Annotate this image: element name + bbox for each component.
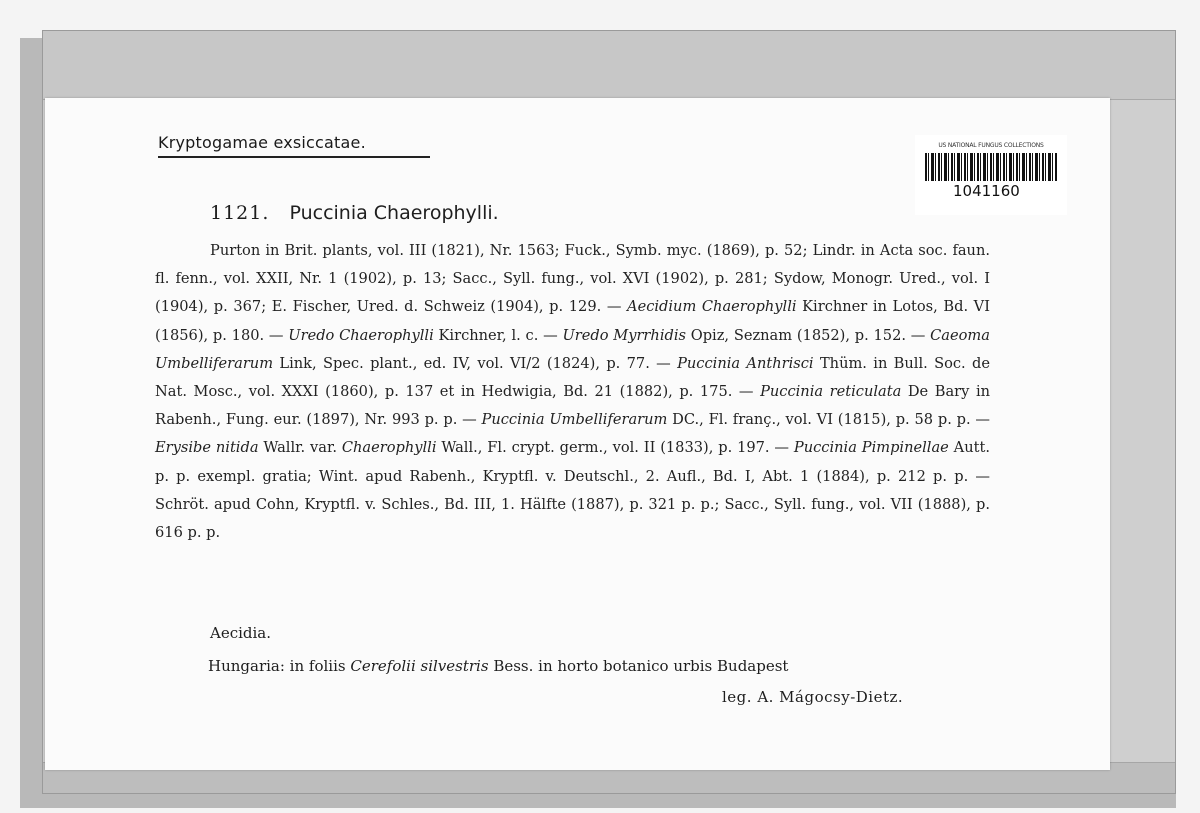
references-paragraph <box>155 237 990 547</box>
reference-text: Wallr. var. <box>258 439 342 457</box>
entry-heading <box>210 202 499 224</box>
barcode-label <box>915 135 1067 215</box>
entry-number: 1121. <box>210 202 270 224</box>
reference-text: Link, Spec. plant., ed. IV, vol. VI/2 (1824), p. 77. — <box>273 354 678 372</box>
reference-taxon: Puccinia Anthrisci <box>677 354 814 372</box>
reference-text: De Bary in Rabenh., Fung. eur. (1897), Nr. 993 p. p. — <box>155 383 991 429</box>
locality-prefix: Hungaria: in foliis <box>208 657 351 675</box>
reference-taxon: Puccinia reticulata <box>760 383 902 401</box>
reference-taxon: Aecidium Chaerophylli <box>627 298 797 316</box>
reference-text: Thüm. in Bull. Soc. de Nat. Mosc., vol. XXXI (1860), p. 137 et in Hedwigia, Bd. 21 (1882), p. 175. — <box>155 354 990 401</box>
reference-taxon: Uredo Myrrhidis <box>562 326 686 344</box>
barcode-bars-icon <box>925 153 1057 181</box>
reference-taxon: Puccinia Umbelliferarum <box>481 411 668 429</box>
host-plant: Cerefolii silvestris <box>350 657 489 675</box>
series-title: Kryptogamae exsiccatae. <box>158 133 430 158</box>
reference-text: DC., Fl. franç., vol. VI (1815), p. 58 p. p. — <box>667 411 990 429</box>
locality-suffix: Bess. in horto botanico urbis Budapest <box>488 657 789 675</box>
barcode-number: 1041160 <box>953 182 1020 200</box>
reference-text: Purton in Brit. plants, vol. III (1821), Nr. 1563; Fuck., Symb. myc. (1869), p. 52; Lindr. in Acta soc. faun. fl. fenn., vol. XXII, Nr. 1 (1902), p. 13; Sacc., Syll. fung., vol. XVI (1902), p. 281; Sydow, Monogr. Ured., vol. I (1904), p. 367; E. Fischer, Ured. d. Schweiz (1904), p. 129. — <box>155 242 990 316</box>
reference-taxon: Uredo Chaerophylli <box>288 326 434 344</box>
spore-stage: Aecidia. <box>210 624 272 642</box>
reference-taxon: Chaerophylli <box>341 439 437 457</box>
reference-text: Kirchner in Lotos, Bd. VI (1856), p. 180. — <box>155 298 990 344</box>
reference-taxon: Caeoma Umbelliferarum <box>155 326 990 372</box>
locality-line <box>208 657 990 675</box>
collector-line: leg. A. Mágocsy-Dietz. <box>722 688 904 706</box>
reference-text: Wall., Fl. crypt. germ., vol. II (1833), p. 197. — <box>436 439 794 457</box>
reference-taxon: Puccinia Pimpinellae <box>793 439 949 457</box>
taxon-name: Puccinia Chaerophylli. <box>289 202 499 224</box>
reference-taxon: Erysibe nitida <box>155 439 259 457</box>
barcode-caption: US NATIONAL FUNGUS COLLECTIONS <box>938 142 1044 149</box>
packet-top-fold <box>43 31 1175 100</box>
reference-text: Opiz, Seznam (1852), p. 152. — <box>685 326 931 344</box>
reference-text: Kirchner, l. c. — <box>433 326 563 344</box>
reference-text: Autt. p. p. exempl. gratia; Wint. apud Rabenh., Kryptfl. v. Deutschl., 2. Aufl., Bd. I, Abt. 1 (1884), p. 212 p. p. — Schröt. apud Cohn, Kryptfl. v. Schles., Bd. III, 1. Hälfte (1887), p. 321 p. p.; Sacc., Syll. fung., vol. VII (1888), p. 616 p. p. <box>155 439 990 542</box>
